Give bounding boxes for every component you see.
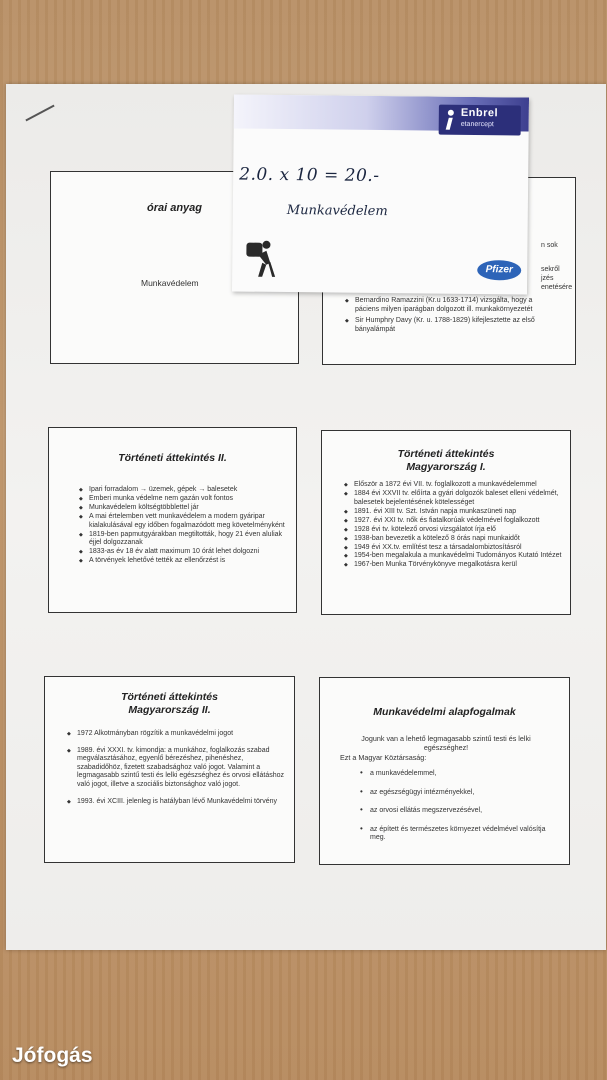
partial-line: n sok (541, 242, 558, 249)
slide-title: Történeti áttekintés (121, 691, 218, 703)
list-item: ◆ 1819-ben papmutgyárakban megtiltották, hogy 21 éven aluliak éjjel dolgozzanak (79, 531, 289, 548)
slide-body: Munkavédelem (141, 278, 199, 288)
list-item: ◆ 1989. évi XXXI. tv. kimondja: a munkához, foglalkozás szabad megválasztásához, egyenlő bérezéshez, pihenéshez, szabadidőhöz, fizetett szabadsághoz való jogot. Valamint a legmagasabb szintű testi és lelki egészséghez és orvosi ellátáshoz való jogot, illetve a szociális biztonsághoz való jogot. (67, 747, 287, 790)
list-item: ◆ 1949 évi XX.tv. említést tesz a társadalombiztosításról (344, 544, 566, 553)
list-item: ◆ A törvények lehetővé tették az ellenőrzést is (79, 557, 289, 566)
list-item: ◆ 1972 Alkotmányban rögzítik a munkavédelmi jogot (67, 730, 287, 739)
list-item: • a munkavédelemmel, (360, 770, 556, 779)
slide-magyarorszag-i (321, 430, 571, 615)
intro-line: egészséghez! (423, 742, 469, 752)
list-item: ◆ 1833-as év 18 év alatt maximum 10 órát lehet dolgozni (79, 548, 289, 557)
enbrel-logo (439, 105, 521, 136)
slide-title: Munkavédelmi alapfogalmak (373, 706, 516, 718)
slide-title: Történeti áttekintés II. (118, 452, 227, 464)
slide-title: órai anyag (146, 202, 203, 214)
list-item: ◆ 1967-ben Munka Törvénykönyve megalkotásra kerül (344, 561, 566, 570)
list-item: ◆ A mai értelemben vett munkavédelem a modern gyáripar kialakulásával egy időben fogalmazódott meg követelményként (79, 513, 289, 530)
intro-line: Ezt a Magyar Köztársaság: (340, 753, 427, 762)
list-item: ◆ 1891. évi XIII tv. Szt. István napja munkaszüneti nap (344, 508, 566, 517)
worker-carrying-load-icon (244, 235, 276, 279)
list-item: • az orvosi ellátás megszervezésével, (360, 807, 556, 816)
list-item: ◆ Munkavédelem költségtöbblettel jár (79, 504, 289, 513)
partial-line: jzés (541, 274, 554, 282)
slide-subtitle: Magyarország II. (128, 704, 211, 716)
list-item: ◆ 1938-ban bevezetik a kötelező 8 órás napi munkaidőt (344, 535, 566, 544)
list-item: ◆ 1993. évi XCIII. jelenleg is hatályban lévő Munkavédelmi törvény (67, 798, 287, 807)
list-item: ◆ 1884 évi XXVII tv. előírta a gyári dolgozók baleset elleni védelmét, balesetek bejelentésének kötelességet (344, 490, 566, 507)
slide-tortenet-ii (48, 427, 297, 613)
partial-line: sekről (541, 266, 560, 273)
slide-magyarorszag-ii (44, 676, 295, 863)
intro-line: Jogunk van a lehető legmagasabb szintű testi és lelki (361, 734, 531, 743)
list-item: ◆ Sir Humphry Davy (Kr. u. 1788-1829) kifejlesztette az első bányalámpát (345, 317, 557, 334)
list-item: ◆ 1927. évi XXI tv. nők és fiatalkorúak védelmével foglalkozott (344, 517, 566, 526)
list-item: • az egészségügyi intézményekkel, (360, 789, 556, 798)
site-watermark: Jófogás (12, 1044, 93, 1067)
list-item: ◆ 1954-ben megalakula a munkavédelmi Tudományos Kutató Intézet (344, 552, 566, 561)
sticky-note (232, 94, 529, 294)
handwritten-equation: 2.0. x 10 = 20.- (239, 164, 380, 186)
list-item: ◆ Ipari forradalom → üzemek, gépek → balesetek (79, 486, 289, 495)
list-item: ◆ Emberi munka védelme nem gazán volt fontos (79, 495, 289, 504)
partial-line: enetésére (541, 283, 573, 291)
slide-subtitle: Magyarország I. (406, 461, 486, 473)
list-item: ◆ Bernardino Ramazzini (Kr.u 1633-1714) vizsgálta, hogy a páciens milyen iparágban dolgozott ill. munkakörnyezetét (345, 297, 557, 314)
slide-title: Történeti áttekintés (397, 448, 495, 460)
pfizer-logo: Pfizer (477, 260, 521, 280)
brand-name: Enbrel (460, 106, 499, 120)
list-item: ◆ 1928 évi tv. kötelező orvosi vizsgálatot írja elő (344, 526, 566, 535)
list-item: • az épített és természetes környezet védelmével valósítja meg. (360, 826, 556, 843)
handwritten-word: Munkavédelem (286, 203, 388, 220)
slide-alapfogalmak (319, 677, 570, 865)
list-item: ◆ Először a 1872 évi VII. tv. foglalkozott a munkavédelemmel (344, 481, 566, 490)
enbrel-mark-icon (443, 109, 457, 131)
brand-sub: etanercept (460, 120, 494, 129)
